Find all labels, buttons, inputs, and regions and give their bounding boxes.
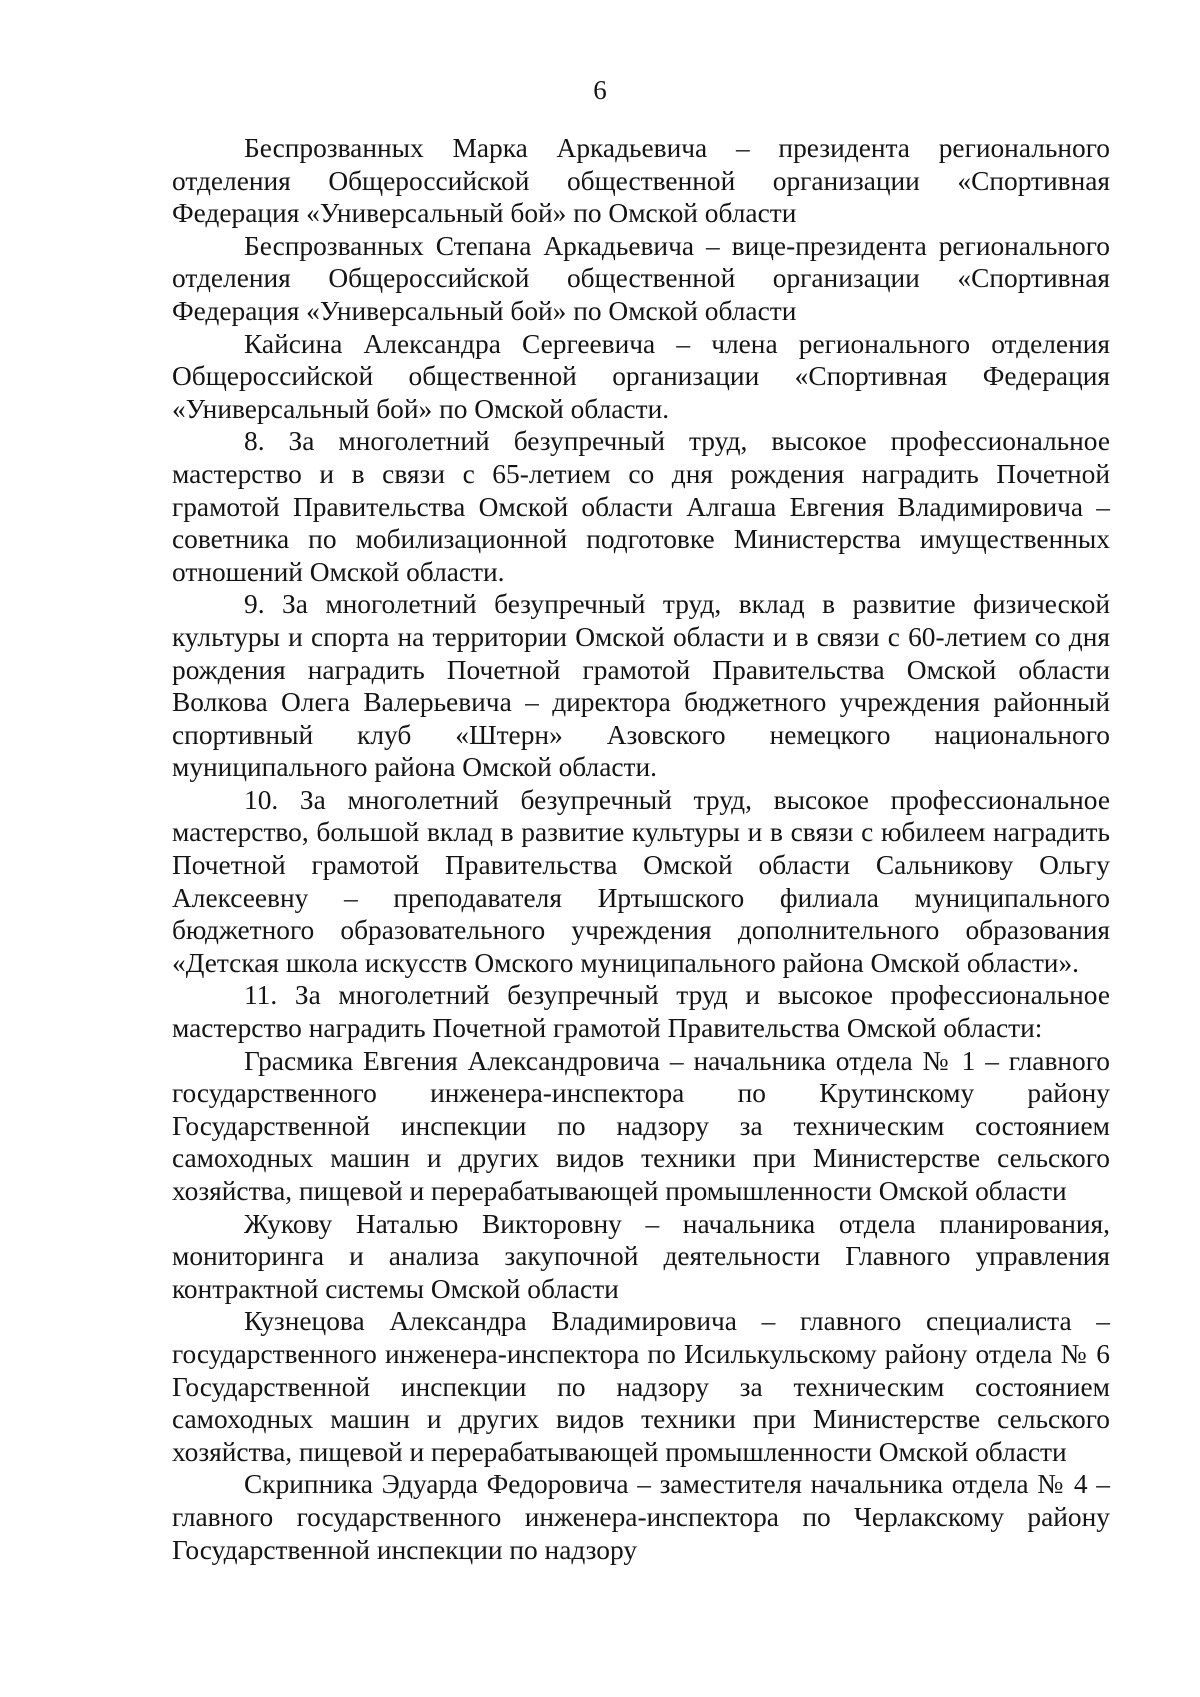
paragraph-award-kaysin: Кайсина Александра Сергеевича – члена регионального отделения Общероссийской общественной организации «Спортивная Федерация «Универсальный бой» по Омской области.	[172, 328, 1110, 424]
paragraph-award-bespro-stepan: Беспрозванных Степана Аркадьевича – вице-президента регионального отделения Общероссийской общественной организации «Спортивная Федерация «Универсальный бой» по Омской области	[172, 230, 1110, 326]
document-body	[172, 132, 1110, 1566]
paragraph-item-10: 10. За многолетний безупречный труд, высокое профессиональное мастерство, большой вклад в развитие культуры и в связи с юбилеем наградить Почетной грамотой Правительства Омской области Сальникову Ольгу Алексеевну – преподавателя Иртышского филиала муниципального бюджетного образовательного учреждения дополнительного образования «Детская школа искусств Омского муниципального района Омской области».	[172, 784, 1110, 978]
paragraph-item-8: 8. За многолетний безупречный труд, высокое профессиональное мастерство и в связи с 65-летием со дня рождения наградить Почетной грамотой Правительства Омской области Алгаша Евгения Владимировича – советника по мобилизационной подготовке Министерства имущественных отношений Омской области.	[172, 426, 1110, 587]
paragraph-award-skripnik: Скрипника Эдуарда Федоровича – заместителя начальника отдела № 4 – главного государственного инженера-инспектора по Черлакскому району Государственной инспекции по надзору	[172, 1469, 1110, 1565]
paragraph-item-9: 9. За многолетний безупречный труд, вклад в развитие физической культуры и спорта на территории Омской области и в связи с 60-летием со дня рождения наградить Почетной грамотой Правительства Омской области Волкова Олега Валерьевича – директора бюджетного учреждения районный спортивный клуб «Штерн» Азовского немецкого национального муниципального района Омской области.	[172, 589, 1110, 783]
paragraph-award-zhukova: Жукову Наталью Викторовну – начальника отдела планирования, мониторинга и анализа закупочной деятельности Главного управления контрактной системы Омской области	[172, 1208, 1110, 1304]
paragraph-award-kuznetsov: Кузнецова Александра Владимировича – главного специалиста – государственного инженера-инспектора по Исилькульскому району отдела № 6 Государственной инспекции по надзору за техническим состоянием самоходных машин и других видов техники при Министерстве сельского хозяйства, пищевой и перерабатывающей промышленности Омской области	[172, 1306, 1110, 1467]
paragraph-award-grasmik: Грасмика Евгения Александровича – начальника отдела № 1 – главного государственного инженера-инспектора по Крутинскому району Государственной инспекции по надзору за техническим состоянием самоходных машин и других видов техники при Министерстве сельского хозяйства, пищевой и перерабатывающей промышленности Омской области	[172, 1045, 1110, 1206]
paragraph-award-bespro-mark: Беспрозванных Марка Аркадьевича – президента регионального отделения Общероссийской общественной организации «Спортивная Федерация «Универсальный бой» по Омской области	[172, 133, 1110, 229]
page-number: 6	[593, 75, 607, 105]
paragraph-item-11: 11. За многолетний безупречный труд и высокое профессиональное мастерство наградить Почетной грамотой Правительства Омской области:	[172, 980, 1110, 1044]
